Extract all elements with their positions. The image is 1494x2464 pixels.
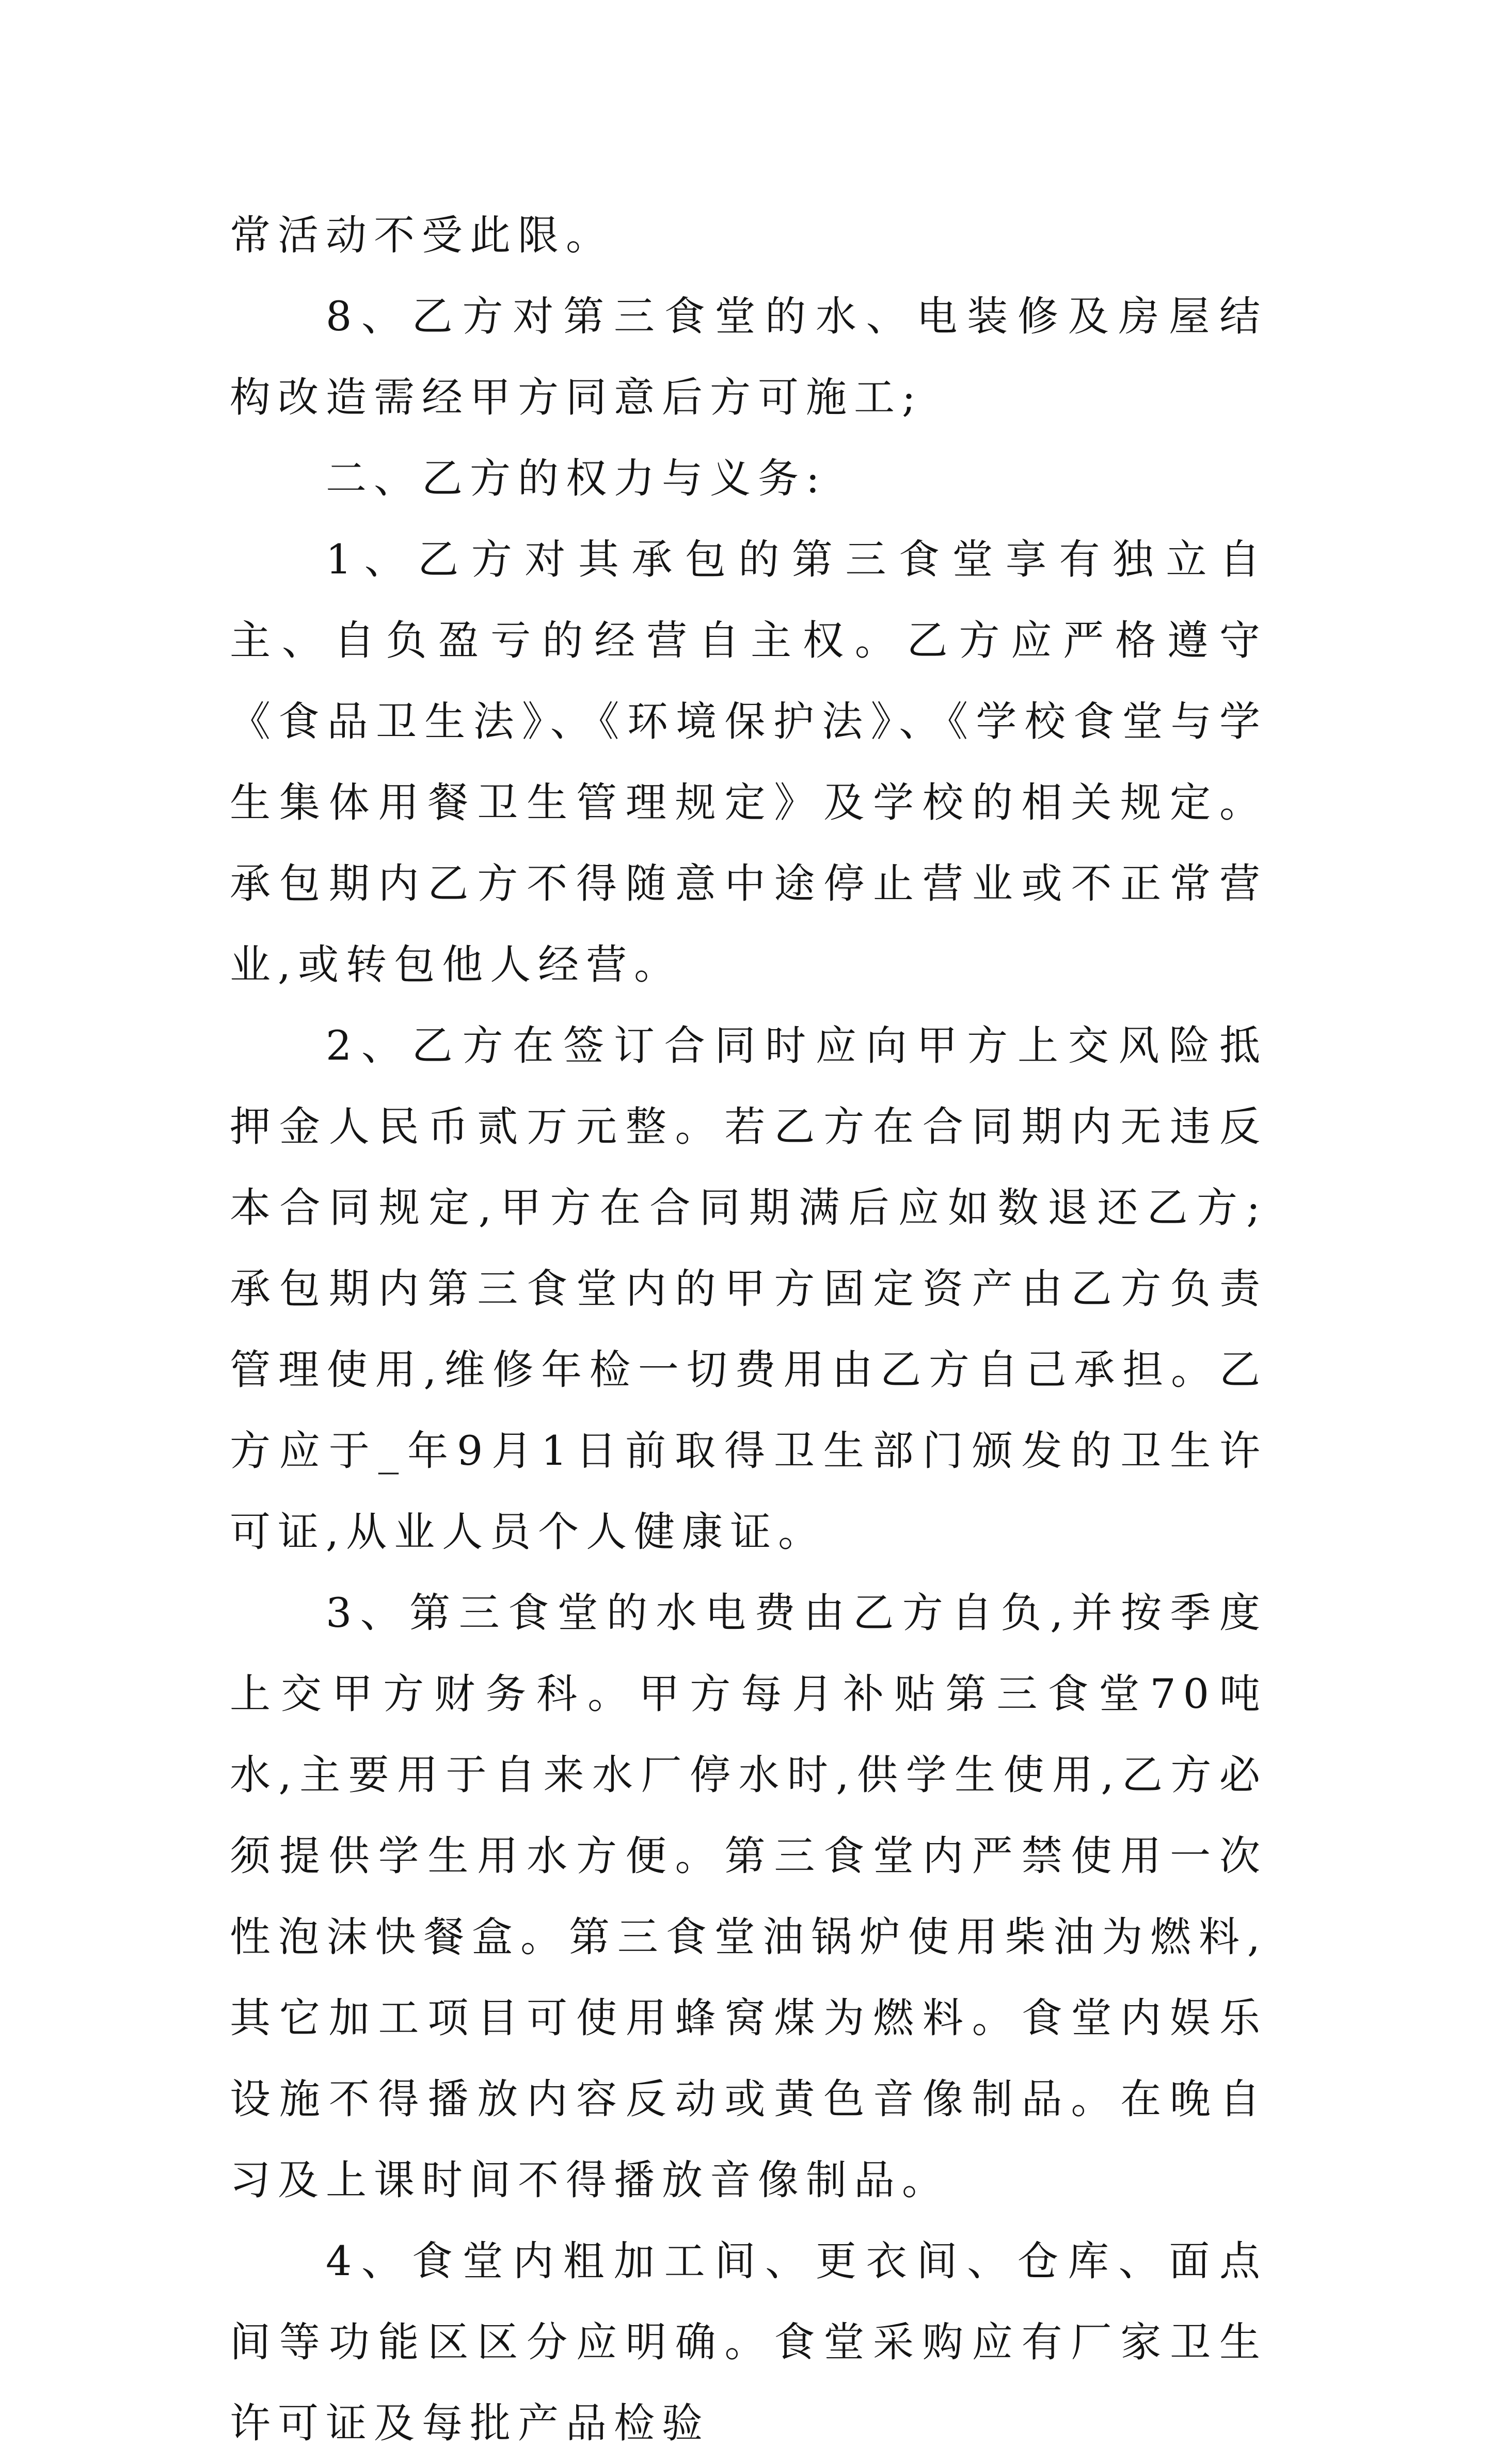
paragraph-clause-1: 1、乙方对其承包的第三食堂享有独立自主、自负盈亏的经营自主权。乙方应严格遵守《食品卫生法》、《环境保护法》、《学校食堂与学生集体用餐卫生管理规定》及学校的相关规定。承包期内乙方不得随意中途停止营业或不正常营业,或转包他人经营。 — [230, 536, 1267, 988]
paragraph-clause-3: 3、第三食堂的水电费由乙方自负,并按季度上交甲方财务科。甲方每月补贴第三食堂70吨水,主要用于自来水厂停水时,供学生使用,乙方必须提供学生用水方便。第三食堂内严禁使用一次性泡沫快餐盒。第三食堂油锅炉使用柴油为燃料,其它加工项目可使用蜂窝煤为燃料。食堂内娱乐设施不得播放内容反动或黄色音像制品。在晚自习及上课时间不得播放音像制品。 — [230, 1589, 1267, 2204]
document-body — [230, 195, 1267, 2464]
paragraph-clause-4: 4、食堂内粗加工间、更衣间、仓库、面点间等功能区区分应明确。食堂采购应有厂家卫生许可证及每批产品检验 — [230, 2237, 1267, 2447]
paragraph-clause-8: 8、乙方对第三食堂的水、电装修及房屋结构改造需经甲方同意后方可施工; — [230, 293, 1267, 421]
paragraph-continuation: 常活动不受此限。 — [230, 212, 614, 259]
paragraph-clause-2: 2、乙方在签订合同时应向甲方上交风险抵押金人民币贰万元整。若乙方在合同期内无违反本合同规定,甲方在合同期满后应如数退还乙方;承包期内第三食堂内的甲方固定资产由乙方负责管理使用,维修年检一切费用由乙方自己承担。乙方应于_年9月1日前取得卫生部门颁发的卫生许可证,从业人员个人健康证。 — [230, 1022, 1267, 1556]
section-heading-rights-obligations: 二、乙方的权力与义务: — [326, 455, 827, 502]
